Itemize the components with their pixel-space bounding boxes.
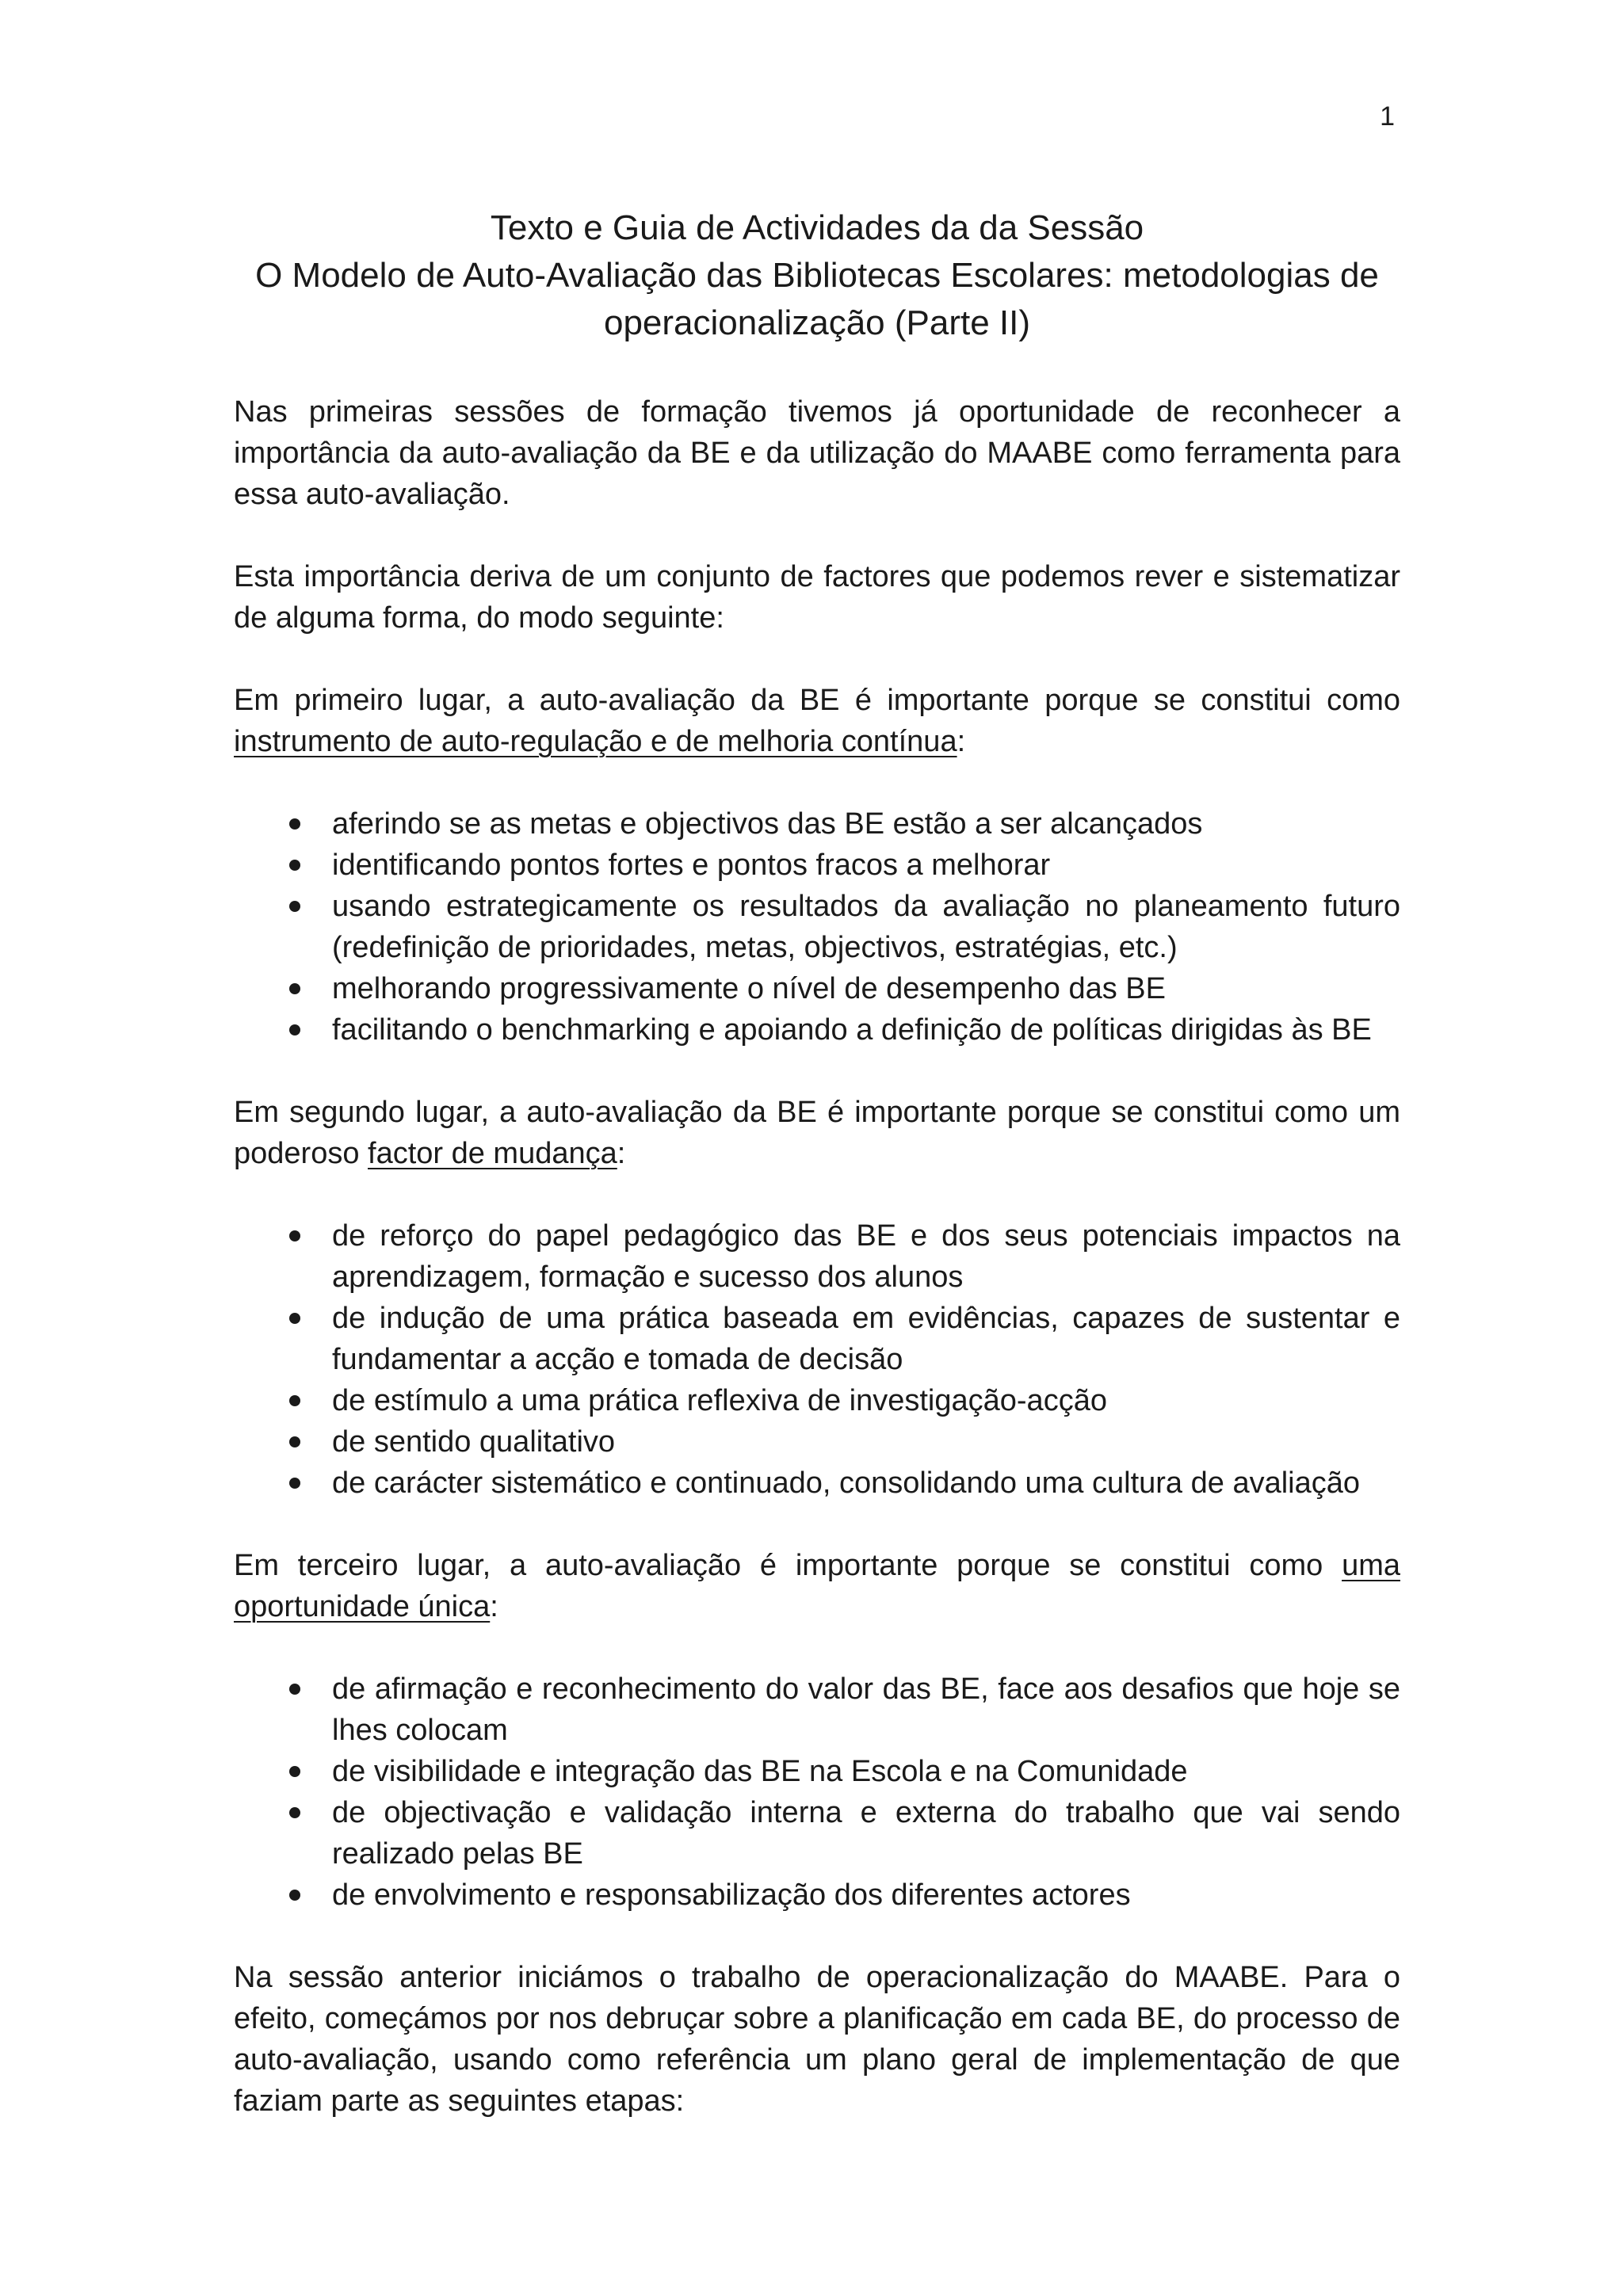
bullet-item [234, 845, 1400, 886]
bullet-dot-icon [289, 983, 300, 994]
section1-underlined-phrase: instrumento de auto-regulação e de melhoria contínua [234, 725, 957, 758]
bullet-text: de afirmação e reconhecimento do valor das BE, face aos desafios que hoje se lhes colocam [332, 1672, 1400, 1747]
section2-underlined-phrase: factor de mudança [368, 1137, 617, 1170]
bullet-item [234, 968, 1400, 1009]
bullet-text: de indução de uma prática baseada em evidências, capazes de sustentar e fundamentar a acção e tomada de decisão [332, 1302, 1400, 1376]
bullet-item [234, 1298, 1400, 1380]
bullet-text: de envolvimento e responsabilização dos diferentes actores [332, 1878, 1131, 1912]
section3-lead-text: Em terceiro lugar, a auto-avaliação é importante porque se constitui como [234, 1549, 1342, 1582]
section3-bullet-list [234, 1669, 1400, 1916]
page-number: 1 [1380, 101, 1395, 132]
section2-lead-text: Em segundo lugar, a auto-avaliação da BE é importante porque se constitui como um poderoso [234, 1096, 1400, 1170]
bullet-item [234, 1009, 1400, 1051]
section3-colon: : [490, 1590, 498, 1623]
title-line-2: O Modelo de Auto-Avaliação das Bibliotecas Escolares: metodologias de [255, 256, 1379, 295]
bullet-dot-icon [289, 1024, 300, 1035]
section2-colon: : [617, 1137, 626, 1170]
bullet-dot-icon [289, 1230, 300, 1241]
bullet-item [234, 803, 1400, 845]
bullet-text: aferindo se as metas e objectivos das BE estão a ser alcançados [332, 807, 1203, 841]
bullet-text: facilitando o benchmarking e apoiando a definição de políticas dirigidas às BE [332, 1013, 1372, 1047]
section3-underlined-phrase: uma oportunidade única [234, 1549, 1400, 1623]
bullet-text: melhorando progressivamente o nível de desempenho das BE [332, 972, 1166, 1005]
document-title [234, 204, 1400, 347]
bullet-dot-icon [289, 860, 300, 871]
bullet-dot-icon [289, 1890, 300, 1901]
bullet-dot-icon [289, 1395, 300, 1406]
bullet-dot-icon [289, 1478, 300, 1489]
section1-lead [234, 680, 1400, 762]
bullet-text: de reforço do papel pedagógico das BE e dos seus potenciais impactos na aprendizagem, formação e sucesso dos alunos [332, 1219, 1400, 1294]
closing-paragraph: Na sessão anterior iniciámos o trabalho de operacionalização do MAABE. Para o efeito, começámos por nos debruçar sobre a planificação em cada BE, do processo de auto-avaliação, usando como referência um plano geral de implementação de que faziam parte as seguintes etapas: [234, 1961, 1400, 2118]
bullet-item [234, 1215, 1400, 1298]
bullet-dot-icon [289, 818, 300, 830]
title-line-3: operacionalização (Parte II) [603, 303, 1031, 342]
bullet-item [234, 1875, 1400, 1916]
bullet-item [234, 1751, 1400, 1792]
bullet-item [234, 1792, 1400, 1875]
section1-lead-text: Em primeiro lugar, a auto-avaliação da BE é importante porque se constitui como [234, 684, 1400, 717]
bullet-item [234, 1421, 1400, 1463]
bullet-text: de estímulo a uma prática reflexiva de investigação-acção [332, 1384, 1107, 1417]
section1-colon: : [957, 725, 966, 758]
bullet-item [234, 1463, 1400, 1504]
bullet-text: de sentido qualitativo [332, 1425, 616, 1459]
section3-lead [234, 1545, 1400, 1627]
bullet-dot-icon [289, 1436, 300, 1447]
bullet-text: identificando pontos fortes e pontos fracos a melhorar [332, 849, 1051, 882]
bullet-text: de objectivação e validação interna e externa do trabalho que vai sendo realizado pelas BE [332, 1796, 1400, 1871]
bullet-dot-icon [289, 1807, 300, 1818]
section1-bullet-list [234, 803, 1400, 1051]
document-body [234, 204, 1400, 2163]
bullet-item [234, 886, 1400, 968]
bullet-text: de visibilidade e integração das BE na Escola e na Comunidade [332, 1755, 1188, 1788]
bullet-dot-icon [289, 901, 300, 912]
section2-lead [234, 1092, 1400, 1174]
title-line-1: Texto e Guia de Actividades da da Sessão [490, 208, 1144, 247]
intro-paragraph-2: Esta importância deriva de um conjunto de factores que podemos rever e sistematizar de alguma forma, do modo seguinte: [234, 560, 1400, 635]
bullet-text: de carácter sistemático e continuado, consolidando uma cultura de avaliação [332, 1466, 1360, 1500]
bullet-text: usando estrategicamente os resultados da avaliação no planeamento futuro (redefinição de prioridades, metas, objectivos, estratégias, etc.) [332, 890, 1400, 964]
bullet-dot-icon [289, 1684, 300, 1695]
bullet-item [234, 1380, 1400, 1421]
intro-paragraph-1: Nas primeiras sessões de formação tivemos já oportunidade de reconhecer a importância da auto-avaliação da BE e da utilização do MAABE como ferramenta para essa auto-avaliação. [234, 395, 1400, 511]
bullet-dot-icon [289, 1766, 300, 1777]
section2-bullet-list [234, 1215, 1400, 1504]
bullet-item [234, 1669, 1400, 1751]
bullet-dot-icon [289, 1313, 300, 1324]
